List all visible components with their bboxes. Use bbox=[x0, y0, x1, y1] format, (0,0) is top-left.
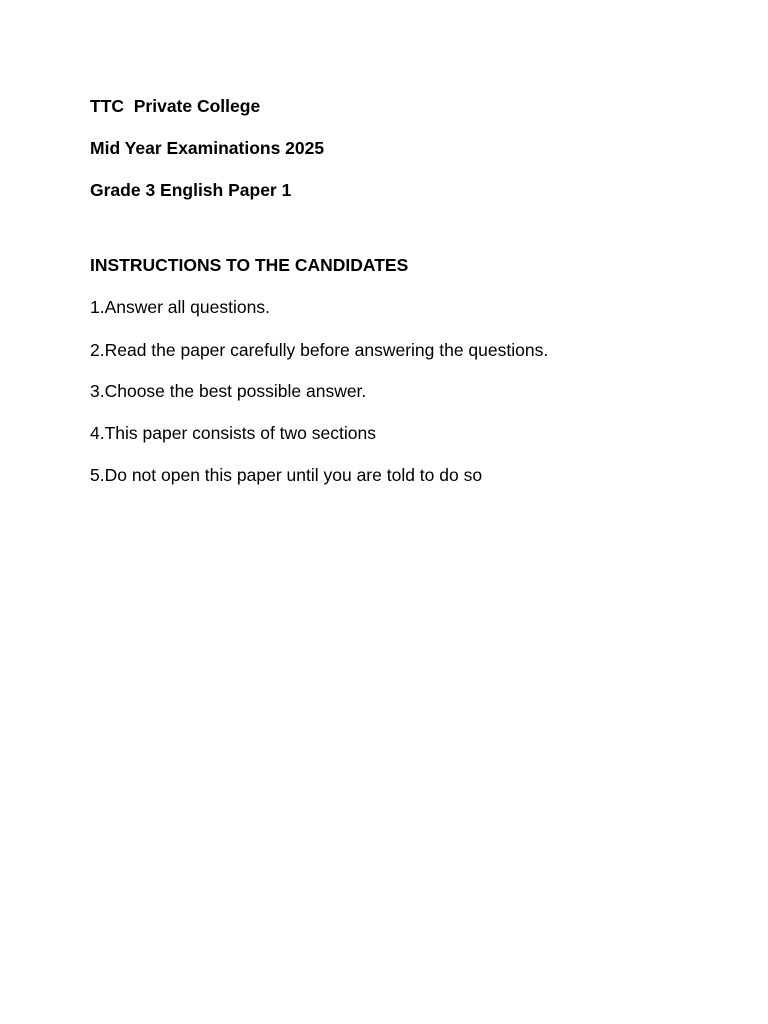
instruction-item: 3.Choose the best possible answer. bbox=[90, 381, 367, 401]
instruction-item: 4.This paper consists of two sections bbox=[90, 423, 376, 443]
instruction-item: 5.Do not open this paper until you are told to do so bbox=[90, 465, 483, 485]
school-name: TTC Private College bbox=[90, 96, 261, 116]
exam-title: Mid Year Examinations 2025 bbox=[90, 138, 325, 158]
instruction-item: 2.Read the paper carefully before answering the questions. bbox=[90, 340, 549, 360]
paper-title: Grade 3 English Paper 1 bbox=[90, 180, 292, 200]
instructions-heading: INSTRUCTIONS TO THE CANDIDATES bbox=[90, 255, 409, 275]
instruction-item: 1.Answer all questions. bbox=[90, 297, 270, 317]
